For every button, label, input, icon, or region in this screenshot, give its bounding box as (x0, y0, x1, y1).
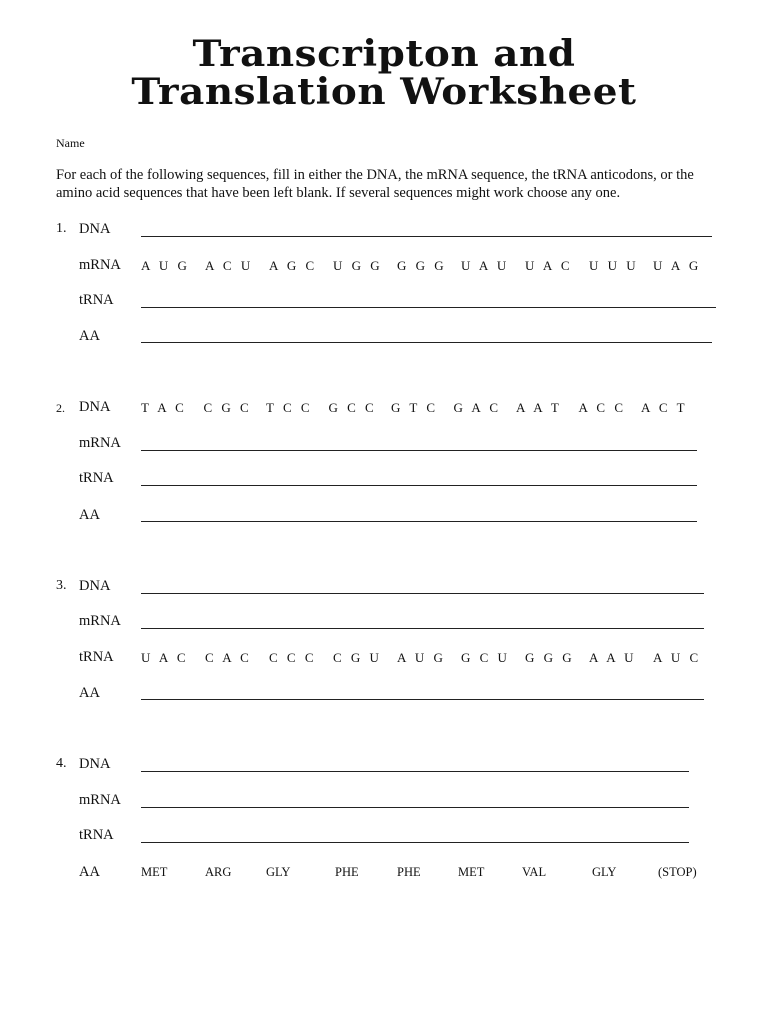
codon: T A C (141, 400, 187, 415)
problem-1-trna-blank[interactable] (141, 307, 716, 308)
codon: C G U (333, 650, 382, 665)
amino-acid: MET (458, 865, 485, 879)
instructions: For each of the following sequences, fill in either the DNA, the mRNA sequence, the tRNA anticodons, or the amino acid sequences that have been left blank. If several sequences might work choose any one. (56, 167, 694, 201)
codon: A A U (589, 650, 637, 665)
problem-3-number: 3. (56, 578, 67, 593)
codon: U G G (333, 258, 383, 273)
amino-acid: GLY (592, 865, 617, 879)
codon: A C T (641, 400, 688, 415)
amino-acid: GLY (266, 865, 291, 879)
problem-1-mrna-sequence (141, 258, 717, 274)
codon: G A C (453, 400, 502, 415)
amino-acid: (STOP) (658, 865, 697, 879)
codon: U A C (525, 258, 573, 273)
codon: A U G (397, 650, 446, 665)
codon: C G C (203, 400, 252, 415)
problem-4-aa-label: AA (79, 864, 100, 880)
problem-1-number: 1. (56, 221, 67, 236)
problem-3-dna-label: DNA (79, 578, 111, 594)
problem-2-trna-blank[interactable] (141, 485, 697, 486)
problem-4-trna-label: tRNA (79, 827, 114, 843)
problem-1-aa-blank[interactable] (141, 342, 712, 343)
problem-4-dna-blank[interactable] (141, 771, 689, 772)
amino-acid: MET (141, 865, 168, 879)
problem-1-dna-label: DNA (79, 221, 111, 237)
codon: G C C (328, 400, 377, 415)
problem-3-dna-blank[interactable] (141, 593, 704, 594)
problem-4-mrna-blank[interactable] (141, 807, 689, 808)
codon: G G G (397, 258, 447, 273)
problem-2-dna-label: DNA (79, 399, 111, 415)
codon: U A C (141, 650, 189, 665)
problem-2-trna-label: tRNA (79, 470, 114, 486)
problem-1-dna-blank[interactable] (141, 236, 712, 237)
codon: G T C (391, 400, 439, 415)
codon: G G G (525, 650, 575, 665)
problem-1-trna-label: tRNA (79, 292, 114, 308)
worksheet-title-line2: Translation Worksheet (131, 71, 637, 113)
codon: G C U (461, 650, 510, 665)
problem-3-mrna-blank[interactable] (141, 628, 704, 629)
amino-acid: PHE (397, 865, 421, 879)
codon: A C C (578, 400, 627, 415)
problem-3-mrna-label: mRNA (79, 613, 121, 629)
amino-acid: PHE (335, 865, 359, 879)
name-label: Name (56, 136, 85, 150)
problem-2-dna-sequence (141, 400, 704, 416)
problem-2-mrna-blank[interactable] (141, 450, 697, 451)
codon: A G C (269, 258, 318, 273)
codon: A A T (516, 400, 562, 415)
problem-2-aa-label: AA (79, 507, 100, 523)
problem-2-aa-blank[interactable] (141, 521, 697, 522)
problem-1-aa-label: AA (79, 328, 100, 344)
amino-acid: ARG (205, 865, 232, 879)
codon: U A U (461, 258, 510, 273)
codon: C A C (205, 650, 252, 665)
codon: A U G (141, 258, 190, 273)
problem-3-aa-blank[interactable] (141, 699, 704, 700)
problem-4-trna-blank[interactable] (141, 842, 689, 843)
amino-acid: VAL (522, 865, 547, 879)
problem-3-trna-sequence (141, 650, 717, 666)
codon: T C C (266, 400, 313, 415)
codon: U U U (589, 258, 639, 273)
problem-4-dna-label: DNA (79, 756, 111, 772)
codon: A U C (653, 650, 702, 665)
problem-2-mrna-label: mRNA (79, 435, 121, 451)
problem-4-mrna-label: mRNA (79, 792, 121, 808)
codon: A C U (205, 258, 254, 273)
problem-3-trna-label: tRNA (79, 649, 114, 665)
problem-2-number: 2. (56, 401, 65, 415)
problem-1-mrna-label: mRNA (79, 257, 121, 273)
worksheet-title-line1: Transcripton and (192, 33, 576, 75)
problem-3-aa-label: AA (79, 685, 100, 701)
problem-4-number: 4. (56, 756, 67, 771)
codon: U A G (653, 258, 702, 273)
codon: C C C (269, 650, 317, 665)
